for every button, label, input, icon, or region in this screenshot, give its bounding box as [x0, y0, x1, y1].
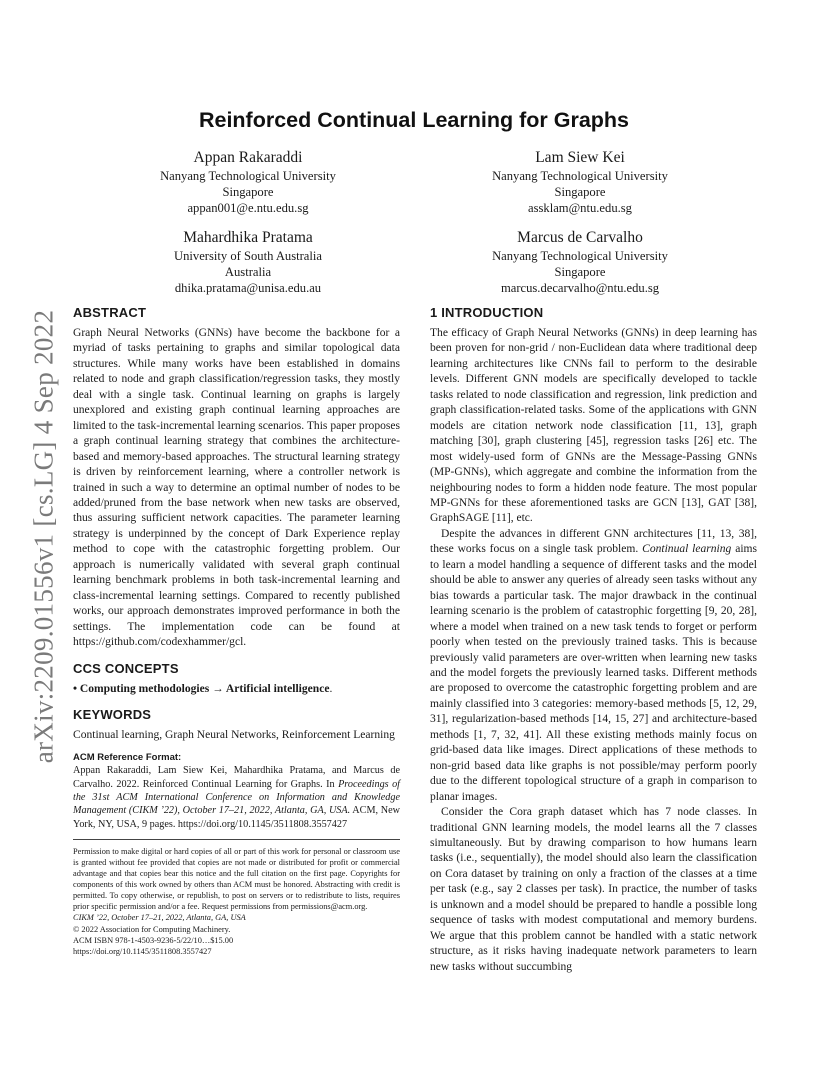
author-name: Appan Rakaraddi [193, 149, 303, 166]
paper-title: Reinforced Continual Learning for Graphs [198, 108, 630, 132]
author-name: Marcus de Carvalho [517, 229, 643, 246]
author-email: appan001@e.ntu.edu.sg [187, 201, 309, 215]
author-block [98, 228, 398, 296]
author-country: Australia [224, 265, 272, 279]
intro-paragraph-2 [430, 527, 757, 805]
ccs-concept-period: . [329, 682, 333, 695]
author-email: marcus.decarvalho@ntu.edu.sg [500, 281, 660, 295]
author-block [98, 148, 398, 216]
conference-line: CIKM ’22, October 17–21, 2022, Atlanta, GA, USA [73, 913, 246, 923]
arxiv-identifier: arXiv:2209.01556v1 [cs.LG] 4 Sep 2022 [28, 309, 59, 763]
doi-link[interactable]: https://doi.org/10.1145/3511808.3557427 [73, 946, 212, 956]
author-block [430, 148, 730, 216]
permission-notice [73, 839, 400, 957]
author-email: dhika.pratama@unisa.edu.au [174, 281, 322, 295]
ccs-concept-text: • Computing methodologies → Artificial intelligence [73, 682, 330, 695]
intro-paragraph-3: Consider the Cora graph dataset which has 7 node classes. In traditional GNN learning models, the model learns all the 7 classes simultaneously. But by drawing comparison to how humans learn tasks (i.e., sequentially), the model should also learn the classification on Cora dataset by training on only a fraction of the classes at a time per task (e.g., say 2 classes per task). In practice, the number of tasks is unknown and a model should be prepared to handle a possible long sequence of tasks with modest computational and memory burdens. We argue that this problem cannot be handled with a static network structure, as it risks having inadequate network parameters to learn new tasks without succumbing [430, 806, 757, 973]
ccs-heading: CCS CONCEPTS [73, 660, 179, 676]
reference-venue: Proceedings of the 31st ACM International Conference on Information and Knowledge Management (CIKM ’22), October 17–21, 2022, Atlanta, GA, USA. [73, 778, 401, 817]
author-country: Singapore [554, 265, 606, 279]
left-column [73, 304, 400, 957]
author-country: Singapore [222, 185, 274, 199]
intro-p2-rest: aims to learn a model handling a sequence of different tasks and the model should be able to answer any queries of already seen tasks without any bias towards a particular task. The major drawback in the continual learning scenario is the problem of catastrophic forgetting [9, 20, 28], where a model when trained on a new task tends to forget or perform poorly when tested on the previously trained tasks. This is because previously valid parameters are over-written when learning new tasks and the model forgets the previously learned tasks. Different methods are proposed to overcome the catastrophic forgetting problem and are mainly classified into 3 categories: memory-based methods [5, 12, 29, 31], regularization-based methods [14, 15, 27] and architecture-based methods [1, 7, 32, 41]. All these existing methods mainly focus on grid-based data like images. Direct applications of these methods to non-grid based data like graphs is not possible/may perform poorly due to the different topological structure of a graph in comparison to planar images. [430, 543, 758, 803]
author-name: Lam Siew Kei [535, 149, 625, 166]
intro-p2-start: Despite the advances in different GNN architectures [11, 13, 38], these works focus on a single task problem. [430, 527, 757, 556]
copyright-line: © 2022 Association for Computing Machinery. [73, 924, 231, 934]
intro-paragraph-1: The efficacy of Graph Neural Networks (GNNs) in deep learning has been proven for non-grid / non-Euclidean data where traditional deep learning architectures like CNNs fail to perform to the desirable levels. Different GNN models are specifically developed to tackle tasks related to node classification and regression, link prediction and graph classification-related tasks. Some of the applications with GNN models are citation network node classification [11, 13], graph matching [30], graph clustering [45], regression tasks [26] etc. The most widely-used form of GNNs are the Message-Passing GNNs (MP-GNNs), which aggregate and combine the information from the neighbouring nodes to form a hidden node feature. The most popular MP-GNNs for these aforementioned tasks are GCN [13], GAT [38], GraphSAGE [11], etc. [430, 327, 757, 525]
abstract-text: Graph Neural Networks (GNNs) have become the backbone for a myriad of tasks pertaining to graphs and similar topological data structures. While many works have been established in domains related to node and graph classification/regression tasks, they mostly deal with a single task. Continual learning on graphs is largely unexplored and existing graph continual learning approaches are limited to the task-incremental learning scenarios. This paper proposes a graph continual learning strategy that combines the architecture-based and memory-based approaches. The structural learning strategy is driven by reinforcement learning, where a controller network is trained in such a way to determine an optimal number of nodes to be added/pruned from the base network when new tasks are observed, thus assuring sufficient network capacities. The parameter learning strategy is underpinned by the concept of Dark Experience replay method to cope with the catastrophic forgetting problem. Our approach is numerically validated with several graph continual learning benchmark problems in both task-incremental learning and class-incremental learning settings. Compared to recently published works, our approach demonstrates improved performance in both the settings. The implementation code can be found at https://github.com/codexhammer/gcl. [73, 327, 400, 649]
isbn-line: ACM ISBN 978-1-4503-9236-5/22/10…$15.00 [73, 935, 234, 945]
reference-authors: Appan Rakaraddi, Lam Siew Kei, Mahardhika Pratama, and Marcus de Carvalho. 2022. Reinforced Continual Learning for Graphs. In [73, 765, 400, 790]
keywords-heading: KEYWORDS [73, 706, 152, 722]
keywords-text: Continual learning, Graph Neural Networks, Reinforcement Learning [73, 728, 395, 741]
author-country: Singapore [554, 185, 606, 199]
author-affiliation: Nanyang Technological University [160, 169, 336, 183]
author-affiliation: Nanyang Technological University [492, 169, 668, 183]
reference-publisher: ACM, New York, NY, USA, 9 pages. https://doi.org/10.1145/3511808.3557427 [73, 805, 400, 830]
right-column [430, 304, 757, 975]
author-affiliation: Nanyang Technological University [492, 249, 668, 263]
introduction-heading: 1 INTRODUCTION [430, 305, 544, 320]
author-name: Mahardhika Pratama [183, 229, 313, 246]
abstract-heading: ABSTRACT [73, 305, 147, 320]
ccs-concept [73, 682, 400, 697]
author-affiliation: University of South Australia [174, 249, 322, 263]
permission-text: Permission to make digital or hard copies of all or part of this work for personal or classroom use is granted without fee provided that copies are not made or distributed for profit or commercial advantage and that copies bear this notice and the full citation on the first page. Copyrights for components of this work owned by others than ACM must be honored. Abstracting with credit is permitted. To copy otherwise, or republish, to post on servers or to redistribute to lists, requires prior specific permission and/or a fee. Request permissions from permissions@acm.org. [73, 846, 400, 912]
reference-format-heading: ACM Reference Format: [73, 752, 182, 764]
author-email: assklam@ntu.edu.sg [528, 201, 632, 215]
intro-p2-term: Continual learning [642, 543, 732, 556]
author-block [430, 228, 730, 296]
reference-format-text [73, 764, 400, 830]
